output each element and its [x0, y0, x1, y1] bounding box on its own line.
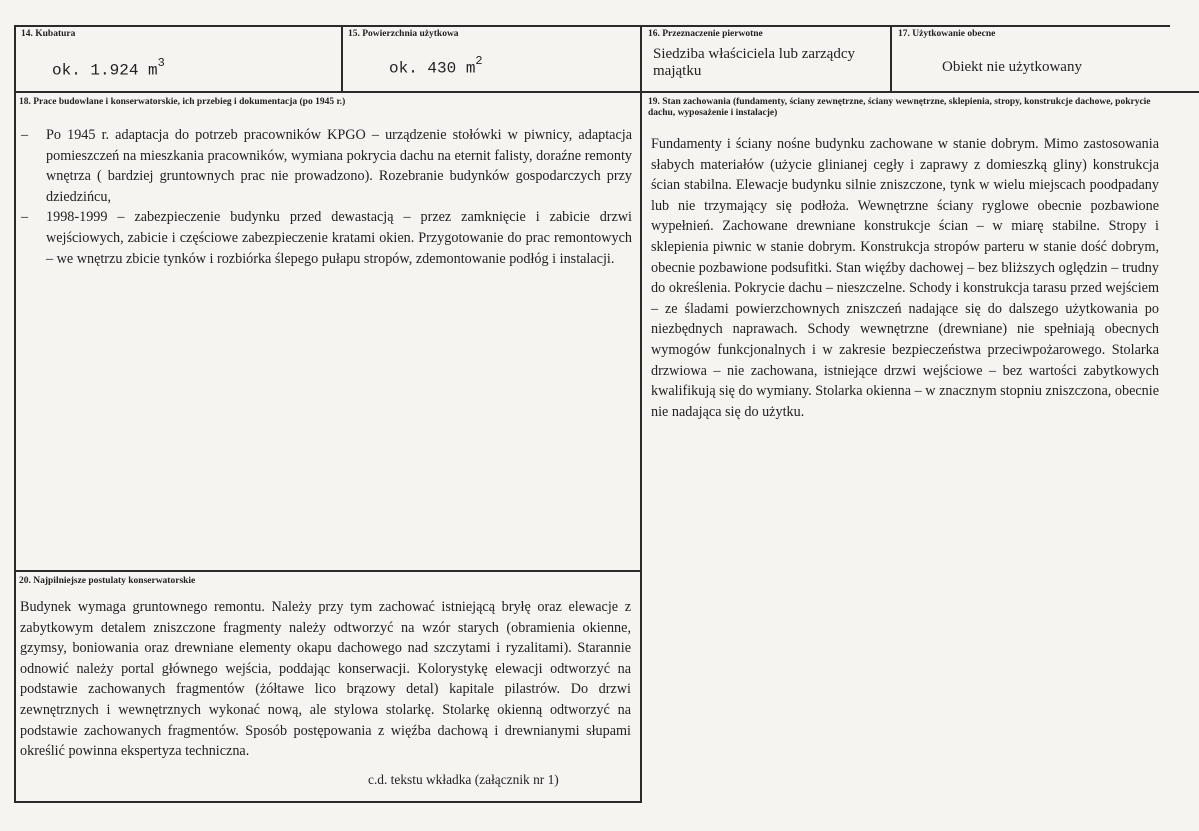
rule-top: [14, 25, 1170, 27]
field-19-label: 19. Stan zachowania (fundamenty, ściany zewnętrzne, ściany wewnętrzne, sklepienia, stropy, konstrukcje dachowe, pokrycie dachu, wyposażenie i instalacje): [648, 97, 1151, 118]
field-17-label: 17. Użytkowanie obecne: [898, 29, 996, 39]
rule-col-15: [341, 25, 343, 93]
dash-bullet: –: [21, 127, 29, 143]
field-20-label: 20. Najpilniejsze postulaty konserwatorskie: [19, 576, 196, 586]
field-14-value: [52, 58, 165, 79]
field-14-unit-exponent: 3: [157, 56, 165, 70]
continuation-note: c.d. tekstu wkładka (załącznik nr 1): [368, 772, 559, 787]
field-20-text: Budynek wymaga gruntownego remontu. Należy przy tym zachować istniejącą bryłę oraz elewacje z zabytkowym detalem zniszczone fragmenty należy odtworzyć na wzór starych (obramienia okienne, gzymsy, boniowania oraz drewniane elementy okapu dachowego nad szczytami i ryzalitami). Starannie odnowić należy portal głównego wejścia, poddając konserwacji. Kolorystykę elewacji odtworzyć na podstawie zachowanych fragmentów (żółtawe lico brązowy detal) kapitale pilastrów. Do drzwi zewnętrznych i wewnętrznych wykonać nową, ale stylowa stolarkę. Stolarkę okienną odtworzyć na podstawie zachowanych fragmentów. Sposób postępowania z więźba dachową i drewnianymi słupami określić powinna ekspertyza techniczna.: [20, 599, 631, 760]
rule-col-17: [890, 25, 892, 93]
field-16-value: Siedziba właściciela lub zarządcy majątku: [653, 46, 855, 79]
rule-under-row1: [14, 91, 1199, 93]
list-item-text: Po 1945 r. adaptacja do potrzeb pracowników KPGO – urządzenie stołówki w piwnicy, adaptacja pomieszczeń na mieszkania pracowników, wymiana pokrycia dachu na eternit falisty, doraźne remonty wnętrza ( bardziej gruntownych prac nie prowadzono). Rozebranie budynków gospodarczych przy dziedzińcu,: [46, 127, 632, 205]
rule-left: [14, 25, 16, 803]
field-18-label: 18. Prace budowlane i konserwatorskie, ich przebieg i dokumentacja (po 1945 r.): [19, 97, 346, 107]
field-19-text: Fundamenty i ściany nośne budynku zachowane w stanie dobrym. Mimo zastosowania słabych materiałów (użycie glinianej cegły i zaprawy z domieszką gliny) konstrukcja ścian stabilna. Elewacje budynku silnie zniszczone, tynk w wielu miejscach poodpadany lub nie trzymający się podłoża. Wewnętrzne ściany ryglowe obecnie pozbawione wypełnień. Zachowane drewniane konstrukcje ścian – w miarę stabilne. Stropy i sklepienia piwnic w stanie dobrym. Konstrukcja stropów parteru w stanie dość dobrym, obecnie pozbawione podsufitki. Stan więźby dachowej – bez bliższych oględzin – trudny do określenia. Pokrycie dachu – nieszczelne. Schody i konstrukcja tarasu przed wejściem – ze śladami powierzchownych zniszczeń nadające się do dalszego użytkowania po niezbędnych naprawach. Schody wewnętrzne (drewniane) nie spełniają obecnych wymogów funkcjonalnych i w zakresie bezpieczeństwa przeciwpożarowego. Stolarka drzwiowa – nie zachowana, istniejące drzwi wejściowe – bez wartości zabytkowych kwalifikują się do wymiany. Stolarka okienna – w znacznym stopniu zniszczona, obecnie nie nadająca się do użytku.: [651, 136, 1159, 420]
list-item-text: 1998-1999 – zabezpieczenie budynku przed dewastacją – przez zamknięcie i zabicie drzwi wejściowych, zabicie i częściowe zabezpieczenie kratami okien. Przygotowanie do prac remontowych – we wnętrzu zbicie tynków i rozbiórka ślepego pułapu stropów, zdemontowanie podłóg i instalacji.: [46, 209, 632, 267]
field-15-unit-exponent: 2: [475, 54, 483, 68]
rule-bottom: [14, 801, 641, 803]
field-14-label: 14. Kubatura: [21, 29, 76, 39]
field-15-number: ok. 430 m: [389, 59, 476, 78]
dash-bullet: –: [21, 209, 29, 226]
rule-center: [640, 25, 642, 803]
list-item: [21, 207, 632, 269]
field-15-label: 15. Powierzchnia użytkowa: [348, 29, 459, 39]
list-item: [21, 125, 632, 207]
field-18-list: [21, 125, 632, 269]
field-16-label: 16. Przeznaczenie pierwotne: [648, 29, 763, 39]
field-14-number: ok. 1.924 m: [52, 61, 158, 80]
field-15-value: [389, 56, 483, 77]
field-17-value: Obiekt nie użytkowany: [942, 59, 1082, 75]
rule-section20-top: [14, 570, 641, 572]
